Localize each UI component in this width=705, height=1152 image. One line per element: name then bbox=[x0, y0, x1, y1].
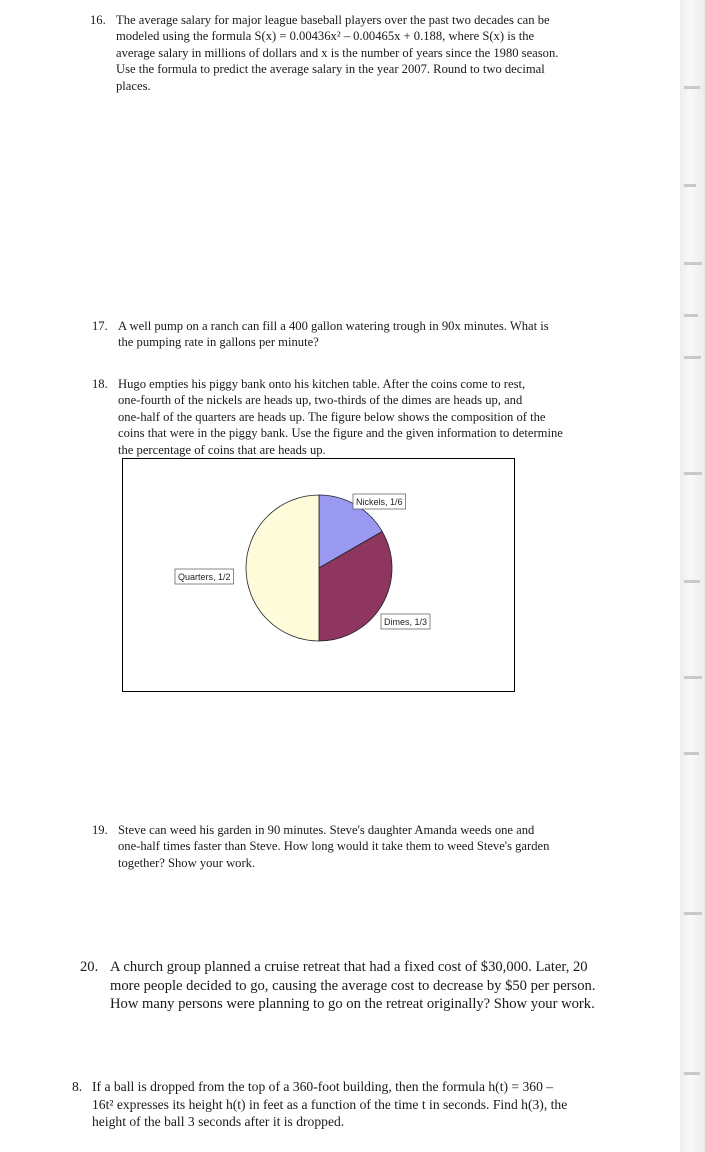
edge-mark bbox=[684, 86, 700, 89]
question-line: height of the ball 3 seconds after it is dropped. bbox=[92, 1114, 345, 1130]
edge-mark bbox=[684, 676, 702, 679]
question-line: one-half of the quarters are heads up. The figure below shows the composition of the bbox=[118, 409, 546, 424]
question-text bbox=[118, 376, 612, 458]
question-line: Use the formula to predict the average salary in the year 2007. Round to two decimal bbox=[116, 62, 545, 77]
question-text bbox=[110, 958, 670, 1014]
question-text bbox=[116, 12, 610, 94]
edge-mark bbox=[684, 752, 699, 755]
edge-mark bbox=[684, 912, 702, 915]
edge-mark bbox=[684, 580, 700, 583]
question-line: average salary in millions of dollars and x is the number of years since the 1980 season. bbox=[116, 45, 559, 60]
question-line: one-half times faster than Steve. How long would it take them to weed Steve's garden bbox=[118, 839, 550, 854]
pie-label-quarters: Quarters, 1/2 bbox=[178, 572, 231, 582]
question-line: coins that were in the piggy bank. Use the figure and the given information to determine bbox=[118, 426, 563, 441]
question-line: A well pump on a ranch can fill a 400 gallon watering trough in 90x minutes. What is bbox=[118, 319, 549, 333]
question-line: the percentage of coins that are heads up. bbox=[118, 442, 326, 457]
question-number: 20. bbox=[80, 959, 99, 975]
edge-mark bbox=[684, 262, 702, 265]
question-8 bbox=[72, 1078, 662, 1131]
question-number: 16. bbox=[90, 13, 106, 27]
question-line: How many persons were planning to go on the retreat originally? Show your work. bbox=[110, 996, 595, 1013]
question-line: The average salary for major league baseball players over the past two decades can be bbox=[116, 13, 550, 27]
pie-label-nickels: Nickels, 1/6 bbox=[356, 497, 403, 507]
question-17 bbox=[92, 318, 612, 351]
pie-chart-svg bbox=[123, 459, 514, 691]
edge-mark bbox=[684, 314, 698, 317]
question-line: 16t² expresses its height h(t) in feet as a function of the time t in seconds. Find h(3), the bbox=[92, 1096, 568, 1112]
question-number: 18. bbox=[92, 377, 108, 391]
question-number: 8. bbox=[72, 1079, 83, 1094]
question-text bbox=[92, 1078, 662, 1131]
question-20 bbox=[80, 958, 670, 1014]
pie-label-dimes: Dimes, 1/3 bbox=[384, 617, 428, 627]
question-line: modeled using the formula S(x) = 0.00436x² – 0.00465x + 0.188, where S(x) is the bbox=[116, 29, 535, 44]
question-number: 17. bbox=[92, 319, 108, 333]
question-line: Steve can weed his garden in 90 minutes. Steve's daughter Amanda weeds one and bbox=[118, 823, 535, 837]
edge-mark bbox=[684, 1072, 700, 1075]
question-18 bbox=[92, 376, 612, 458]
question-line: together? Show your work. bbox=[118, 855, 256, 870]
question-line: more people decided to go, causing the average cost to decrease by $50 per person. bbox=[110, 977, 596, 994]
question-19 bbox=[92, 822, 612, 871]
question-line: one-fourth of the nickels are heads up, two-thirds of the dimes are heads up, and bbox=[118, 393, 523, 408]
adjacent-page-edge bbox=[680, 0, 705, 1152]
coin-pie-chart bbox=[122, 458, 515, 692]
edge-mark bbox=[684, 356, 701, 359]
question-line: If a ball is dropped from the top of a 360-foot building, then the formula h(t) = 360 – bbox=[92, 1079, 554, 1094]
edge-mark bbox=[684, 472, 702, 475]
pie-slice-quarters bbox=[246, 495, 319, 641]
question-text bbox=[118, 822, 612, 871]
question-number: 19. bbox=[92, 823, 108, 837]
edge-mark bbox=[684, 184, 696, 187]
question-line: places. bbox=[116, 78, 151, 93]
question-line: the pumping rate in gallons per minute? bbox=[118, 335, 319, 350]
question-line: Hugo empties his piggy bank onto his kitchen table. After the coins come to rest, bbox=[118, 377, 526, 391]
question-16 bbox=[90, 12, 610, 94]
question-line: A church group planned a cruise retreat that had a fixed cost of $30,000. Later, 20 bbox=[110, 959, 588, 975]
question-text bbox=[118, 318, 612, 351]
